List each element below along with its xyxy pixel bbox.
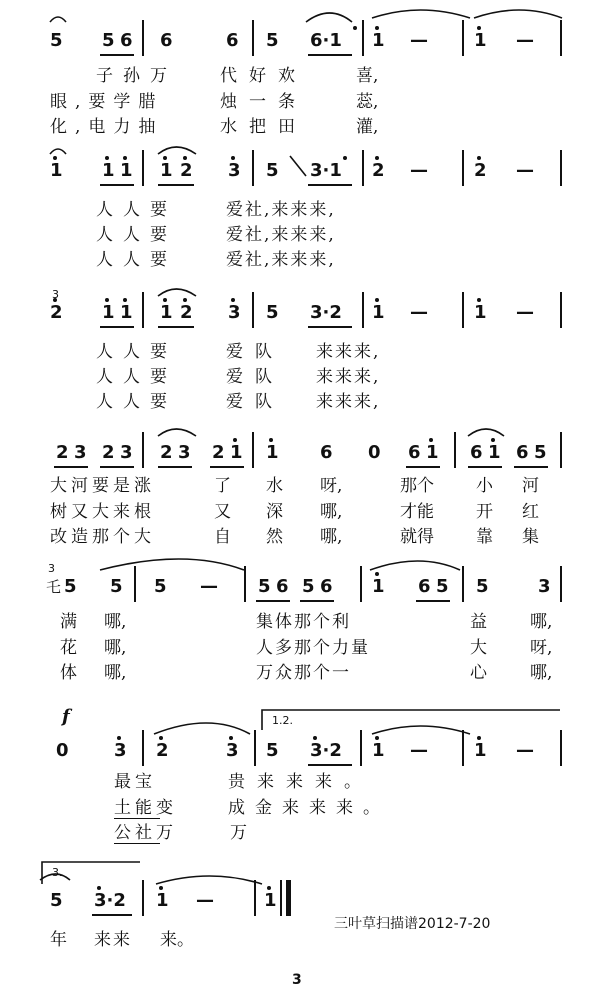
note: 1 [266, 442, 279, 463]
lyric: 子孙万 [96, 66, 177, 86]
note: 6 [408, 442, 421, 463]
note: 5 [266, 302, 279, 323]
lyric: 树又大来根 [50, 502, 155, 522]
octave-dot [353, 26, 357, 30]
lyric: 红 [522, 502, 539, 522]
final-barline-thick [286, 880, 291, 916]
barline [252, 292, 254, 328]
slur [290, 156, 306, 176]
lyric: 公社万 [114, 823, 177, 843]
lyric: 改造那个大 [50, 527, 155, 547]
octave-dot [123, 298, 127, 302]
lyric: 最宝 [114, 772, 156, 792]
octave-dot [491, 438, 495, 442]
octave-dot [375, 572, 379, 576]
octave-dot [269, 438, 273, 442]
barline [454, 432, 456, 468]
note: 3 [226, 740, 239, 761]
octave-dot [375, 156, 379, 160]
note: 1 [160, 302, 173, 323]
octave-dot [117, 736, 121, 740]
lyric: 就得 [400, 527, 434, 547]
note: 5 [476, 576, 489, 597]
dash: — [410, 740, 428, 761]
lyric: 蕊, [356, 92, 379, 112]
barline [252, 150, 254, 186]
underline [406, 466, 440, 468]
lyric: 然 [266, 527, 283, 547]
note: 0 [368, 442, 381, 463]
lyric: 哪, [530, 663, 553, 683]
lyric: 河 [522, 476, 539, 496]
underline [100, 54, 134, 56]
barline [560, 292, 562, 328]
underline [158, 466, 192, 468]
note: 6 [470, 442, 483, 463]
note: 1 [488, 442, 501, 463]
octave-dot [477, 736, 481, 740]
barline [560, 20, 562, 56]
note: 3 [228, 160, 241, 181]
note: 6 [226, 30, 239, 51]
barline [362, 20, 364, 56]
lyric: 成金来来来。 [228, 798, 390, 818]
lyric: 来。 [160, 930, 194, 950]
lyric: 爱队 [226, 392, 284, 412]
lyric: 人人要 [96, 392, 177, 412]
lyric: 人人要 [96, 225, 177, 245]
lyric: 哪, [530, 612, 553, 632]
lyric: 土能变 [114, 798, 177, 818]
note: 3 [120, 442, 133, 463]
lyric: 那个 [400, 476, 434, 496]
slur [158, 289, 196, 296]
note: 2 [156, 740, 169, 761]
lyric: 爱队 [226, 342, 284, 362]
octave-dot [105, 298, 109, 302]
lyric: 贵来来来。 [228, 772, 373, 792]
dash: — [410, 302, 428, 323]
barline [142, 150, 144, 186]
barline [244, 566, 246, 602]
lyric: 爱社,来来来, [226, 225, 336, 245]
grace-note: 3 [52, 288, 59, 301]
octave-dot [97, 886, 101, 890]
octave-dot [375, 736, 379, 740]
lyric: 化,电力抽 [50, 117, 164, 137]
page-number: 3 [292, 972, 302, 988]
slur [50, 149, 66, 154]
note: 1 [474, 302, 487, 323]
lyric: 人多那个力量 [256, 638, 370, 658]
lyric-underline [114, 818, 160, 819]
note: 5 [154, 576, 167, 597]
lyric: 花 [60, 638, 77, 658]
underline [308, 54, 352, 56]
barline [142, 292, 144, 328]
lyric: 体 [60, 663, 77, 683]
barline [560, 432, 562, 468]
barline [142, 730, 144, 766]
volta-1-2-label: 1.2. [272, 714, 293, 727]
note: 3 [74, 442, 87, 463]
lyric: 代好欢 [220, 66, 307, 86]
scanner-watermark: 三叶草扫描谱2012-7-20 [334, 916, 491, 932]
lyric: 小 [476, 476, 493, 496]
note: 1 [230, 442, 243, 463]
note: 1 [264, 890, 277, 911]
slur [156, 876, 262, 884]
lyric: 来来来, [316, 342, 381, 362]
tie [306, 13, 352, 22]
slur [370, 561, 460, 570]
note: 2 [212, 442, 225, 463]
barline [142, 432, 144, 468]
dash: — [516, 160, 534, 181]
lyric: 哪, [320, 527, 343, 547]
lyric: 人人要 [96, 200, 177, 220]
underline [514, 466, 548, 468]
lyric: 年 [50, 930, 67, 950]
barline [560, 566, 562, 602]
underline [92, 914, 132, 916]
barline [560, 730, 562, 766]
note: 3·2 [310, 740, 342, 761]
octave-dot [233, 438, 237, 442]
lyric: 人人要 [96, 342, 177, 362]
lyric-underline [114, 843, 160, 844]
lyric: 人人要 [96, 367, 177, 387]
lyric: 才能 [400, 502, 434, 522]
lyric: 灌, [356, 117, 379, 137]
lyric: 万 [230, 823, 247, 843]
note: 2 [160, 442, 173, 463]
note: 6 [418, 576, 431, 597]
note: 3 [114, 740, 127, 761]
dash: — [410, 160, 428, 181]
barline [462, 150, 464, 186]
octave-dot [229, 736, 233, 740]
note: 1 [474, 30, 487, 51]
octave-dot [183, 298, 187, 302]
underline [308, 184, 352, 186]
slur [158, 429, 196, 436]
octave-dot [159, 736, 163, 740]
underline [308, 764, 352, 766]
lyric: 益 [470, 612, 487, 632]
underline [468, 466, 502, 468]
note: 5 [64, 576, 77, 597]
slur [50, 17, 66, 22]
dash: — [196, 890, 214, 911]
octave-dot [429, 438, 433, 442]
lyric: 哪, [104, 663, 127, 683]
dash: — [516, 740, 534, 761]
underline [100, 184, 134, 186]
note: 1 [372, 576, 385, 597]
dash: — [516, 30, 534, 51]
underline [308, 326, 352, 328]
lyric: 喜, [356, 66, 379, 86]
note: 1 [426, 442, 439, 463]
note: 5 [102, 30, 115, 51]
lyric: 心 [470, 663, 487, 683]
barline [462, 730, 464, 766]
octave-dot [53, 156, 57, 160]
note: 6 [516, 442, 529, 463]
lyric: 大河要是涨 [50, 476, 155, 496]
lyric: 了 [214, 476, 231, 496]
note: 2 [102, 442, 115, 463]
note: 1 [474, 740, 487, 761]
lyric: 来来 [94, 930, 132, 950]
octave-dot [183, 156, 187, 160]
note: 5 [302, 576, 315, 597]
slur [158, 147, 196, 154]
lyric: 眼,要学腊 [50, 92, 164, 112]
note: 5 [50, 890, 63, 911]
octave-dot [231, 298, 235, 302]
note: 3 [178, 442, 191, 463]
octave-dot [313, 736, 317, 740]
barline [362, 292, 364, 328]
note: 1 [372, 30, 385, 51]
lyric: 烛一条 [220, 92, 307, 112]
underline [100, 326, 134, 328]
volta-3-label: 3. [52, 866, 63, 879]
volta-bracket-1-2 [262, 710, 560, 730]
octave-dot [477, 156, 481, 160]
octave-dot [163, 298, 167, 302]
note: 6 [120, 30, 133, 51]
underline [416, 600, 450, 602]
barline [134, 566, 136, 602]
tone-mark: 乇 [46, 578, 62, 596]
barline [362, 150, 364, 186]
barline [360, 730, 362, 766]
octave-dot [267, 886, 271, 890]
note: 3 [228, 302, 241, 323]
note: 2 [56, 442, 69, 463]
octave-dot [343, 156, 347, 160]
barline [142, 20, 144, 56]
octave-dot [231, 156, 235, 160]
barline [462, 566, 464, 602]
tie [372, 726, 470, 734]
lyric: 人人要 [96, 250, 177, 270]
lyric: 深 [266, 502, 283, 522]
note: 5 [266, 30, 279, 51]
underline [210, 466, 244, 468]
lyric: 水把田 [220, 117, 307, 137]
note: 0 [56, 740, 69, 761]
underline [300, 600, 334, 602]
note: 5 [534, 442, 547, 463]
note: 1 [120, 302, 133, 323]
underline [158, 184, 194, 186]
slur [468, 429, 504, 436]
note: 1 [160, 160, 173, 181]
note: 2 [180, 160, 193, 181]
note: 2 [372, 160, 385, 181]
underline [158, 326, 194, 328]
dynamic-marking: f [62, 706, 70, 727]
octave-dot [477, 298, 481, 302]
lyric: 大 [470, 638, 487, 658]
lyric: 又 [214, 502, 231, 522]
underline [100, 466, 134, 468]
barline [252, 20, 254, 56]
note: 3·2 [94, 890, 126, 911]
barline [142, 880, 144, 916]
note: 6 [276, 576, 289, 597]
barline [560, 150, 562, 186]
barline [254, 880, 256, 916]
lyric: 来来来, [316, 367, 381, 387]
lyric: 呀, [530, 638, 553, 658]
octave-dot [375, 26, 379, 30]
lyric: 满 [60, 612, 77, 632]
lyric: 水 [266, 476, 283, 496]
note: 3 [538, 576, 551, 597]
lyric: 爱队 [226, 367, 284, 387]
note: 6 [320, 442, 333, 463]
note: 1 [102, 160, 115, 181]
octave-dot [477, 26, 481, 30]
underline [256, 600, 290, 602]
dash: — [410, 30, 428, 51]
note: 5 [266, 740, 279, 761]
lyric: 来来来, [316, 392, 381, 412]
octave-dot [375, 298, 379, 302]
dash: — [516, 302, 534, 323]
lyric: 集体那个利 [256, 612, 351, 632]
tie [372, 10, 470, 18]
lyric: 万众那个一 [256, 663, 351, 683]
grace-note: 3 [48, 562, 55, 575]
note: 6 [320, 576, 333, 597]
note: 1 [102, 302, 115, 323]
final-barline-thin [280, 880, 282, 916]
barline [462, 20, 464, 56]
lyric: 爱社,来来来, [226, 200, 336, 220]
note: 6·1 [310, 30, 342, 51]
lyric: 哪, [320, 502, 343, 522]
barline [360, 566, 362, 602]
barline [254, 730, 256, 766]
note: 5 [436, 576, 449, 597]
octave-dot [159, 886, 163, 890]
note: 5 [50, 30, 63, 51]
note: 2 [180, 302, 193, 323]
note: 6 [160, 30, 173, 51]
note: 1 [156, 890, 169, 911]
note: 2 [50, 302, 63, 323]
note: 3·2 [310, 302, 342, 323]
lyric: 开 [476, 502, 493, 522]
tie [474, 10, 562, 18]
octave-dot [105, 156, 109, 160]
octave-dot [123, 156, 127, 160]
note: 1 [372, 740, 385, 761]
barline [462, 292, 464, 328]
note: 2 [474, 160, 487, 181]
lyric: 爱社,来来来, [226, 250, 336, 270]
underline [54, 466, 88, 468]
octave-dot [163, 156, 167, 160]
note: 1 [372, 302, 385, 323]
lyric: 哪, [104, 638, 127, 658]
lyric: 集 [522, 527, 539, 547]
lyric: 呀, [320, 476, 343, 496]
lyric: 哪, [104, 612, 127, 632]
note: 1 [50, 160, 63, 181]
dash: — [200, 576, 218, 597]
note: 1 [120, 160, 133, 181]
barline [252, 432, 254, 468]
note: 5 [266, 160, 279, 181]
note: 5 [110, 576, 123, 597]
lyric: 自 [214, 527, 231, 547]
note: 3·1 [310, 160, 342, 181]
slur [154, 723, 250, 734]
note: 5 [258, 576, 271, 597]
lyric: 靠 [476, 527, 493, 547]
slur [100, 559, 244, 570]
